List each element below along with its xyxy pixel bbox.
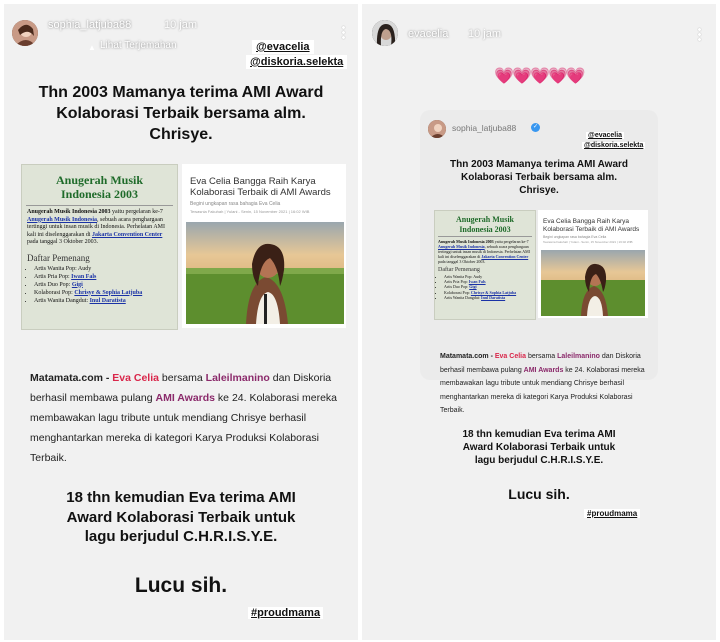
story-right (362, 4, 716, 640)
headline-line-1: Thn 2003 Mamanya terima AMI Award (449, 159, 629, 170)
repost-wiki-screenshot (434, 210, 536, 320)
wiki-title (22, 173, 177, 201)
translate-icon: ▲ (88, 43, 96, 52)
more-options-icon[interactable] (696, 28, 702, 44)
avatar[interactable] (12, 20, 38, 46)
news-title: Eva Celia Bangga Raih Karya Kolaborasi Terbaik di AMI Awards (543, 218, 640, 233)
more-options-icon[interactable] (340, 26, 346, 42)
caption-line-2: Award Kolaborasi Terbaik untuk (462, 442, 616, 453)
hashtag-proudmama[interactable]: #proudmama (248, 607, 323, 619)
caption-line-2: Award Kolaborasi Terbaik untuk (66, 508, 296, 526)
news-meta: Tewasnia Fakuhah | Yulani - Senin, 15 November 2021 | 16:02 WIB (543, 240, 633, 244)
username[interactable]: evacelia (408, 28, 449, 40)
wiki-winner: • Artis Wanita Pop: Audy (34, 265, 177, 273)
caption-line-3: lagu berjudul C.H.R.I.S.Y.E. (84, 528, 278, 545)
article-excerpt: Matamata.com - Eva Celia bersama Laleilmanino dan Diskoria berhasil membawa pulang AMI Awards ke 24. Kolaborasi mereka membawakan lagu tribute untuk mendiang Chrisye berhasil menghantarkan mereka di kategori Karya Produksi Kolaborasi Terbaik. (440, 353, 645, 414)
avatar-photo-icon (428, 120, 446, 138)
excerpt-source: Matamata.com - (30, 372, 113, 384)
headline-line-2: Kolaborasi Terbaik bersama alm. (56, 105, 306, 122)
repost-username[interactable]: sophia_latjuba88 (452, 123, 517, 133)
story-left (4, 4, 358, 640)
wiki-winner: • Artis Wanita Dangdut: Inul Daratista (444, 295, 535, 300)
post-time: 10 jam (468, 28, 502, 40)
wiki-winner: • Artis Wanita Pop: Audy (444, 274, 535, 279)
wiki-winner: • Kolaborasi Pop: Chrisye & Sophia Latjuba (34, 289, 177, 297)
excerpt-name-lalei: Laleilmanino (205, 372, 270, 384)
caption-line-1: 18 thn kemudian Eva terima AMI (462, 429, 616, 440)
wiki-paragraph: Anugerah Musik Indonesia 2003 yaitu pergelaran ke-7 Anugerah Musik Indonesia, sebuah acara penghargaan tertinggi untuk insan musik di Indonesia. Perhelatan AMI kali ini diselenggarakan di Jakarta Convention Center pada tanggal 3 Oktober 2003. (438, 239, 530, 264)
news-meta: Tewasnia Fakuhah | Yulani - Senin, 15 November 2021 | 16:02 WIB (190, 209, 310, 214)
mention-diskoria[interactable]: @diskoria.selekta (246, 55, 347, 69)
wiki-winner: • Artis Duo Pop: Gigi (444, 284, 535, 289)
wiki-para-2: , sebuah acara penghargaan tertinggi untuk insan musik di Indonesia. Perhelatan AMI kali ini diselenggarakan di (27, 216, 165, 238)
wiki-title-line-2: Indonesia 2003 (60, 187, 139, 201)
wiki-title-line-1: Anugerah Musik (55, 173, 144, 187)
hashtag-proudmama[interactable]: #proudmama (584, 509, 640, 518)
eva-celia-photo (541, 250, 645, 316)
excerpt-text-3: ke 24. Kolaborasi mereka membawakan lagu tribute untuk mendiang Chrisye berhasil menghantarkan mereka di kategori Karya Produksi Kolaborasi Terbaik. (30, 392, 337, 464)
wiki-winner: • Artis Duo Pop: Gigi (34, 281, 177, 289)
headline-line-3: Chrisye. (519, 185, 559, 196)
wiki-winner: • Kolaborasi Pop: Chrisye & Sophia Latjuba (444, 290, 535, 295)
wiki-link-jcc[interactable]: Jakarta Convention Center (91, 231, 163, 238)
caption-line-1: 18 thn kemudian Eva terima AMI (66, 489, 296, 506)
post-time: 10 jam (164, 19, 198, 31)
news-photo (186, 222, 344, 324)
repost-headline (420, 158, 658, 197)
excerpt-ami: AMI Awards (155, 392, 216, 404)
headline (4, 82, 358, 145)
wiki-para-3: pada tanggal 3 Oktober 2003. (27, 239, 99, 245)
news-photo (541, 250, 645, 316)
news-subtitle: Begini ungkapan rasa bahagia Eva Celia (190, 201, 281, 207)
wiki-title: Anugerah Musik Indonesia 2003 (455, 215, 514, 234)
wiki-winner: • Artis Pria Pop: Iwan Fals (34, 273, 177, 281)
excerpt-name-eva: Eva Celia (112, 372, 159, 384)
news-title: Eva Celia Bangga Raih Karya Kolaborasi Terbaik di AMI Awards (190, 176, 331, 198)
wiki-para-1: yaitu pergelaran ke-7 (110, 209, 163, 215)
wiki-screenshot (21, 164, 178, 330)
caption-line-3: lagu berjudul C.H.R.I.S.Y.E. (474, 455, 604, 466)
lucu-text: Lucu sih. (508, 486, 570, 502)
caption (420, 428, 658, 467)
translate-link[interactable]: Lihat Terjemahan (100, 40, 177, 51)
repost-news-screenshot (538, 210, 648, 318)
wiki-winner: • Artis Wanita Dangdut: Inul Daratista (34, 297, 177, 305)
avatar[interactable] (372, 20, 398, 46)
wiki-divider (438, 236, 532, 237)
excerpt-text-2: dan Diskoria berhasil membawa pulang (30, 372, 332, 404)
username[interactable]: sophia_latjuba88 (48, 19, 132, 31)
mention-evacelia[interactable]: @evacelia (252, 40, 314, 54)
excerpt-text-1: bersama (158, 372, 206, 384)
news-subtitle: Begini ungkapan rasa bahagia Eva Celia (543, 235, 607, 239)
repost-avatar (428, 120, 446, 138)
wiki-link-ami[interactable]: Anugerah Musik Indonesia (27, 216, 98, 223)
hearts-sticker: 💗💗💗💗💗 (494, 68, 584, 85)
eva-celia-photo (186, 222, 344, 324)
headline-line-2: Kolaborasi Terbaik bersama alm. (461, 172, 617, 183)
wiki-para-bold: Anugerah Musik Indonesia 2003 (27, 209, 111, 215)
headline-line-1: Thn 2003 Mamanya terima AMI Award (38, 84, 324, 101)
mention-diskoria[interactable]: @diskoria.selekta (584, 142, 644, 149)
headline-line-3: Chrisye. (149, 126, 213, 143)
wiki-winner-list (22, 265, 177, 305)
news-screenshot (182, 164, 346, 328)
story-header (362, 4, 716, 64)
verified-badge-icon: ✓ (532, 124, 539, 130)
wiki-divider (26, 205, 173, 206)
reposted-story-card[interactable] (420, 110, 658, 380)
wiki-winner: • Artis Pria Pop: Iwan Fals (444, 279, 535, 284)
article-excerpt (30, 368, 340, 468)
caption (4, 488, 358, 547)
wiki-winner-list (435, 274, 535, 300)
avatar-photo-icon (372, 20, 398, 46)
avatar-photo-icon (12, 20, 38, 46)
wiki-daftar-heading: Daftar Pemenang (438, 267, 480, 273)
lucu-text: Lucu sih. (134, 574, 228, 597)
mention-evacelia[interactable]: @evacelia (588, 132, 623, 139)
wiki-paragraph (22, 209, 177, 247)
wiki-daftar-heading: Daftar Pemenang (27, 252, 90, 263)
